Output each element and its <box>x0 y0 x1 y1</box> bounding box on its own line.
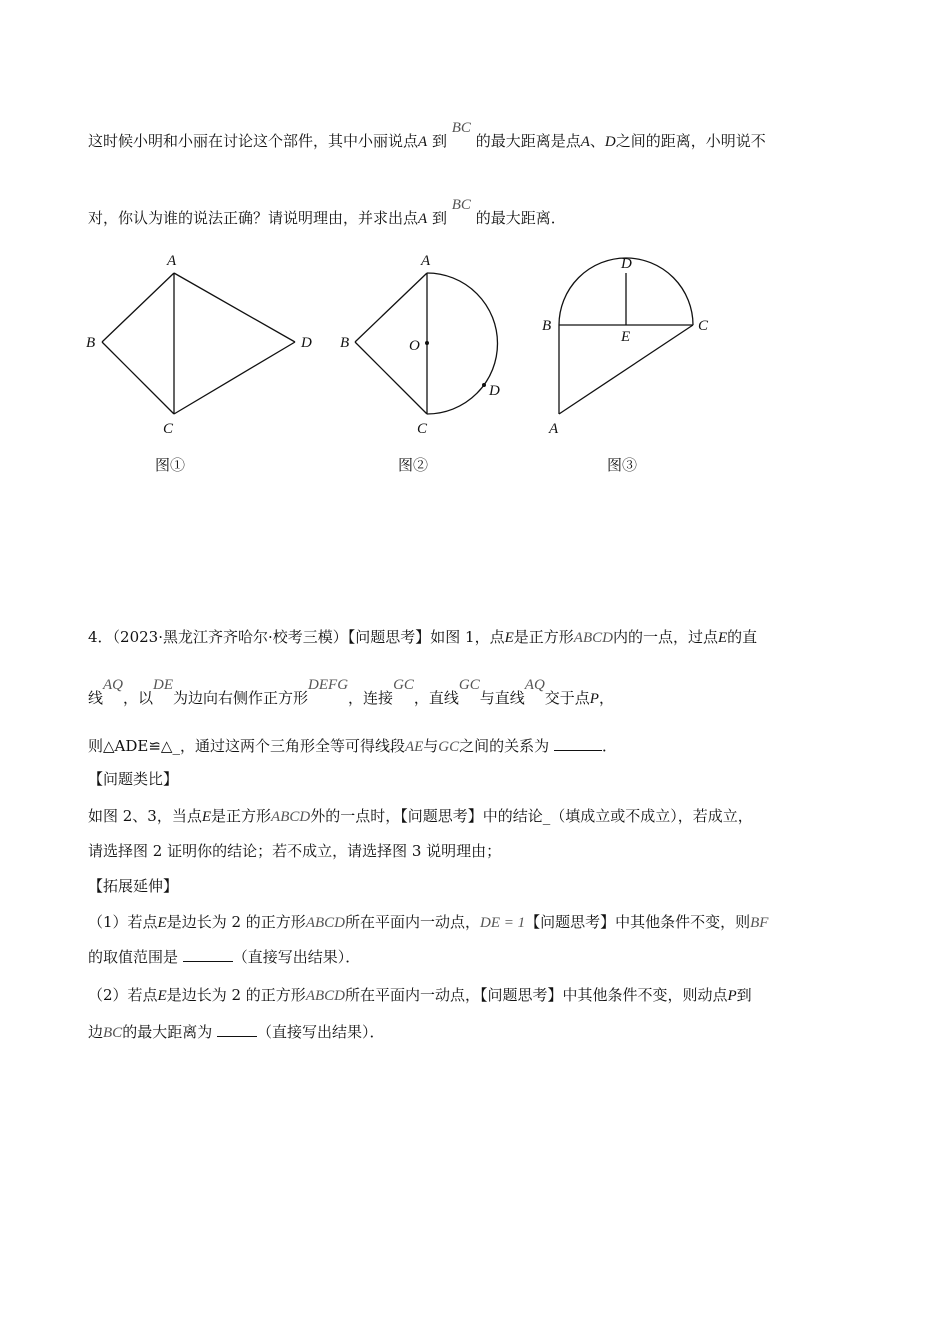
var-de: DE <box>153 677 174 693</box>
arc-bc: BC <box>451 120 471 136</box>
q4-line-5 <box>88 806 753 827</box>
edge-ab <box>355 273 427 342</box>
text: 为边向右侧作正方形 <box>173 689 309 707</box>
label-d: D <box>489 383 500 399</box>
q4-line-6: 请选择图 2 证明你的结论；若不成立，请选择图 3 说明理由； <box>88 842 502 860</box>
answer-blank[interactable] <box>183 947 233 962</box>
var-p: P <box>589 691 599 707</box>
text: 与 <box>423 737 439 755</box>
q4-line-1 <box>88 627 757 648</box>
q4-tag-3: 【拓展延伸】 <box>88 877 179 895</box>
text: 的直 <box>727 628 758 646</box>
text: 的最大距离为 <box>122 1023 213 1041</box>
q4-line-10 <box>88 985 752 1006</box>
text: 之间的距离，小明说不 <box>615 132 766 150</box>
point-a: A <box>580 134 590 150</box>
text: 所在平面内一动点，【问题思考】中其他条件不变，则动点 <box>344 986 728 1004</box>
figure-2-caption: 图② <box>398 456 429 474</box>
label-b: B <box>86 335 96 351</box>
text: 这时候小明和小丽在讨论这个部件，其中小丽说点 <box>88 132 419 150</box>
text: ， <box>598 689 614 707</box>
edge-bc <box>102 342 174 414</box>
label-b: B <box>340 335 350 351</box>
text: 到 <box>431 209 447 227</box>
var-gc: GC <box>458 677 480 693</box>
text: 则△ADE≌△_，通过这两个三角形全等可得线段 <box>88 737 405 755</box>
answer-blank[interactable] <box>554 736 602 751</box>
point-d: D <box>604 134 616 150</box>
text: （2）若点 <box>88 986 158 1004</box>
text: 内的一点，过点 <box>612 628 718 646</box>
text: ，以 <box>123 689 154 707</box>
var-aq: AQ <box>103 677 124 693</box>
q3-line-2 <box>88 197 566 229</box>
answer-blank[interactable] <box>217 1022 257 1037</box>
var-abcd: ABCD <box>573 630 613 646</box>
text: 与直线 <box>479 689 525 707</box>
point-o <box>425 341 429 345</box>
section-tag: 【问题思考】 <box>347 628 431 646</box>
q4-line-2 <box>88 677 614 709</box>
figure-3-caption: 图③ <box>607 456 638 474</box>
edge-ab <box>102 273 174 342</box>
text: 、 <box>589 132 605 150</box>
label-c: C <box>698 318 709 334</box>
arc-bc: BC <box>451 197 471 213</box>
text: 的取值范围是 <box>88 948 179 966</box>
point-a: A <box>418 134 428 150</box>
label-a: A <box>549 421 559 437</box>
text: 到 <box>736 986 752 1004</box>
var-ae: AE <box>404 739 424 755</box>
text: 外的一点时，【问题思考】中的结论_（填成立或不成立），若成立， <box>310 807 753 825</box>
text: 是正方形 <box>513 628 574 646</box>
var-bc: BC <box>103 1025 123 1041</box>
q4-line-3 <box>88 736 617 757</box>
text: 是边长为 2 的正方形 <box>166 913 306 931</box>
label-a: A <box>167 253 177 269</box>
edge-ad <box>174 273 295 342</box>
label-o: O <box>409 338 420 354</box>
q4-tag-2: 【问题类比】 <box>88 770 179 788</box>
text: 是正方形 <box>211 807 272 825</box>
label-c: C <box>417 421 428 437</box>
var-abcd: ABCD <box>305 915 345 931</box>
var-e: E <box>201 809 212 825</box>
label-b: B <box>542 318 552 334</box>
text: ，连接 <box>348 689 394 707</box>
var-gc: GC <box>393 677 414 693</box>
figure-1 <box>80 248 330 448</box>
text: （直接写出结果）． <box>256 1023 385 1041</box>
var-gc: GC <box>438 739 460 755</box>
text: 之间的关系为 <box>459 737 550 755</box>
var-abcd: ABCD <box>305 988 345 1004</box>
label-d: D <box>621 256 632 272</box>
question-source: （2023·黑龙江齐齐哈尔·校考三模） <box>112 628 348 646</box>
text: 如图 2、3，当点 <box>88 807 202 825</box>
text: 是边长为 2 的正方形 <box>166 986 306 1004</box>
label-d: D <box>301 335 312 351</box>
label-a: A <box>421 253 431 269</box>
label-e: E <box>621 329 631 345</box>
point-a: A <box>418 211 428 227</box>
text: 交于点 <box>544 689 590 707</box>
text: 线 <box>88 689 104 707</box>
text: （1）若点 <box>88 913 158 931</box>
question-number: 4． <box>88 628 113 646</box>
text: 的最大距离． <box>475 209 566 227</box>
figure-3 <box>535 248 735 448</box>
text: 【问题思考】中其他条件不变，则 <box>525 913 751 931</box>
var-abcd: ABCD <box>271 809 311 825</box>
q4-line-11 <box>88 1022 385 1043</box>
var-e: E <box>157 988 167 1004</box>
q4-line-9 <box>88 947 360 967</box>
q3-line-1 <box>88 120 766 152</box>
var-e: E <box>504 630 514 646</box>
var-p: P <box>727 988 737 1004</box>
text: 对，你认为谁的说法正确？请说明理由，并求出点 <box>88 209 419 227</box>
var-aq: AQ <box>524 677 545 693</box>
var-e: E <box>157 915 167 931</box>
point-d <box>482 383 486 387</box>
label-c: C <box>163 421 174 437</box>
text: 边 <box>88 1023 104 1041</box>
edge-dc <box>174 342 295 414</box>
text: ． <box>601 737 617 755</box>
arc-ac <box>427 273 498 414</box>
var-defg: DEFG <box>308 677 349 693</box>
figure-2 <box>330 248 530 448</box>
var-e: E <box>717 630 728 646</box>
text: 所在平面内一动点， <box>344 913 480 931</box>
text: 如图 1，点 <box>430 628 505 646</box>
text: ，直线 <box>413 689 459 707</box>
figure-1-caption: 图① <box>155 456 186 474</box>
text: 的最大距离是点 <box>475 132 581 150</box>
text: 到 <box>431 132 447 150</box>
var-de-eq-1: DE = 1 <box>480 915 526 931</box>
text: （直接写出结果）． <box>232 948 361 966</box>
q4-line-8 <box>88 912 768 933</box>
var-bf: BF <box>750 915 769 931</box>
